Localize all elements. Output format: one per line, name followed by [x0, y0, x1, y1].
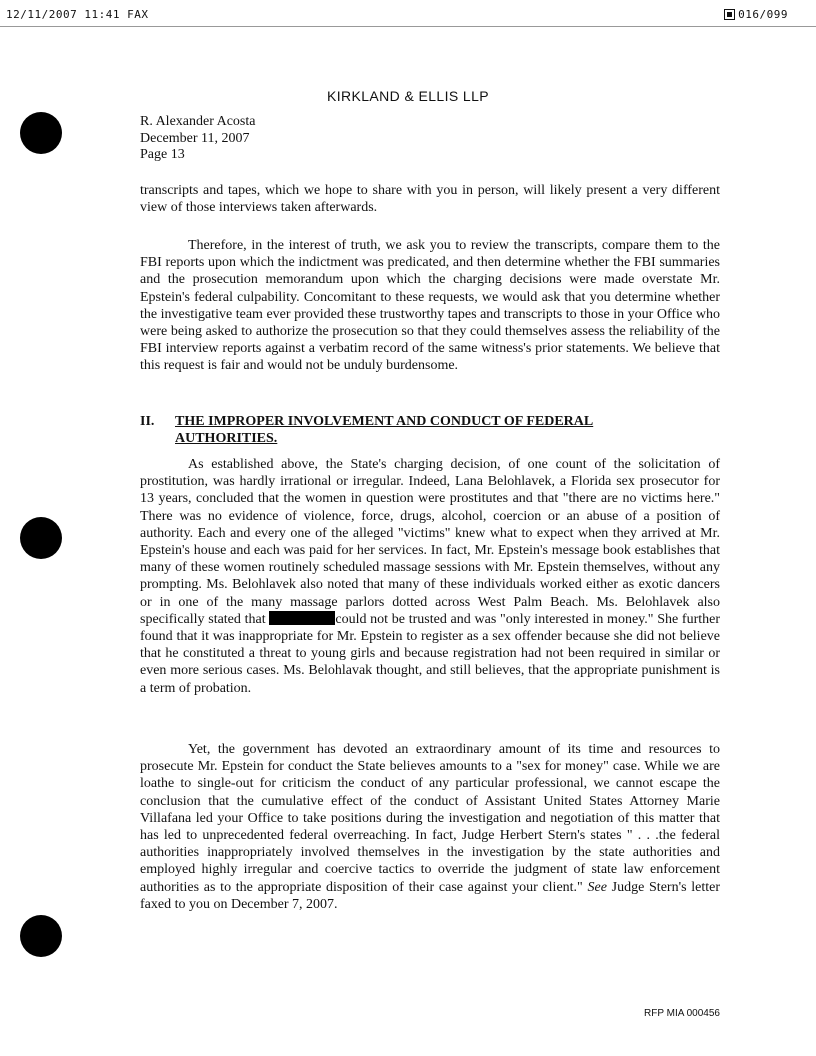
section-number: II. — [140, 414, 155, 429]
paragraph-3-text-continued: could not be trusted and was "only interested in money." She further found that it was inappropriate for Mr. Epstein to register as a sex offender because she did not believe that he constituted a threat to young girls and because registration had not been required in similar or even more serious cases. Ms. Belohlavak thought, and still believes, that the appropriate punishment is a term of probation. — [140, 611, 721, 696]
punch-hole-bottom — [20, 915, 62, 957]
body-paragraph-3 — [140, 456, 720, 697]
body-paragraph-4 — [140, 741, 720, 913]
paragraph-4-text: Yet, the government has devoted an extraordinary amount of its time and resources to prosecute Mr. Epstein for conduct the State believes amounts to a "sex for money" case. While we are loathe to single-out for criticism the conduct of any particular professional, we cannot escape the conclusion that the cumulative effect of the conduct of Assistant United States Attorney Marie Villafana led your Office to take positions during the investigation and negotiation of this matter that has led to unprecedented federal overreaching. In fact, Judge Herbert Stern's states " . . .the federal authorities inappropriately involved themselves in the investigation by the state authorities and employed highly irregular and coercive tactics to override the judgment of state law enforcement authorities as to the appropriate disposition of their case against your client." — [140, 742, 720, 895]
fax-page-counter — [724, 8, 788, 21]
fax-icon — [724, 9, 735, 20]
letter-date: December 11, 2007 — [140, 130, 250, 146]
paragraph-3-text: As established above, the State's charging decision, of one count of the solicitation of prostitution, was hardly irrational or irregular. Indeed, Lana Belohlavek, a Florida sex prosecutor for 13 years, concluded that the women in question were prostitutes and that "there are no victims here." There was no evidence of violence, force, drugs, alcohol, coercion or an abuse of a position of authority. Each and every one of the alleged "victims" knew what to expect when they arrived at Mr. Epstein's house and each was paid for her services. In fact, Mr. Epstein's message book establishes that many of these women routinely scheduled massage sessions with Mr. Epstein themselves, without any prompting. Ms. Belohlavek also noted that many of these individuals worked either as exotic dancers or in one of the many massage parlors dotted across West Palm Beach. Ms. Belohlavek also specifically stated that — [140, 457, 720, 627]
section-title: THE IMPROPER INVOLVEMENT AND CONDUCT OF FEDERAL AUTHORITIES. — [175, 414, 594, 446]
page-label: Page 13 — [140, 147, 185, 162]
punch-hole-top — [20, 112, 62, 154]
fax-datetime: 12/11/2007 11:41 FAX — [6, 8, 149, 21]
fax-header-rule — [0, 26, 816, 27]
fax-page-number: 016/099 — [738, 8, 788, 21]
firm-name: KIRKLAND & ELLIS LLP — [326, 88, 490, 104]
punch-hole-middle — [20, 517, 62, 559]
bates-number: RFP MIA 000456 — [644, 1008, 720, 1019]
redaction-box — [269, 611, 335, 625]
citation-signal: See — [587, 879, 607, 895]
recipient-block — [140, 114, 255, 164]
paragraph-4-citation: Judge Stern's letter faxed to you on December 7, 2007. — [140, 879, 721, 912]
recipient-name: R. Alexander Acosta — [140, 114, 256, 129]
body-paragraph-2: Therefore, in the interest of truth, we ask you to review the transcripts, compare them to the FBI reports upon which the indictment was predicated, and then determine whether the FBI summaries and the prosecution memorandum upon which the charging decisions were made overstate Mr. Epstein's federal culpability. Concomitant to these requests, we would ask that you determine whether the investigative team ever provided these trustworthy tapes and transcripts to those in your Office who were being asked to authorize the prosecution so that they could themselves assess the reliability of the FBI interview reports against a verbatim record of the same witness's prior statements. We believe that this request is fair and would not be unduly burdensome. — [140, 238, 720, 374]
body-paragraph-1: transcripts and tapes, which we hope to share with you in person, will likely present a very different view of those interviews taken afterwards. — [140, 183, 720, 216]
section-heading — [140, 413, 720, 447]
